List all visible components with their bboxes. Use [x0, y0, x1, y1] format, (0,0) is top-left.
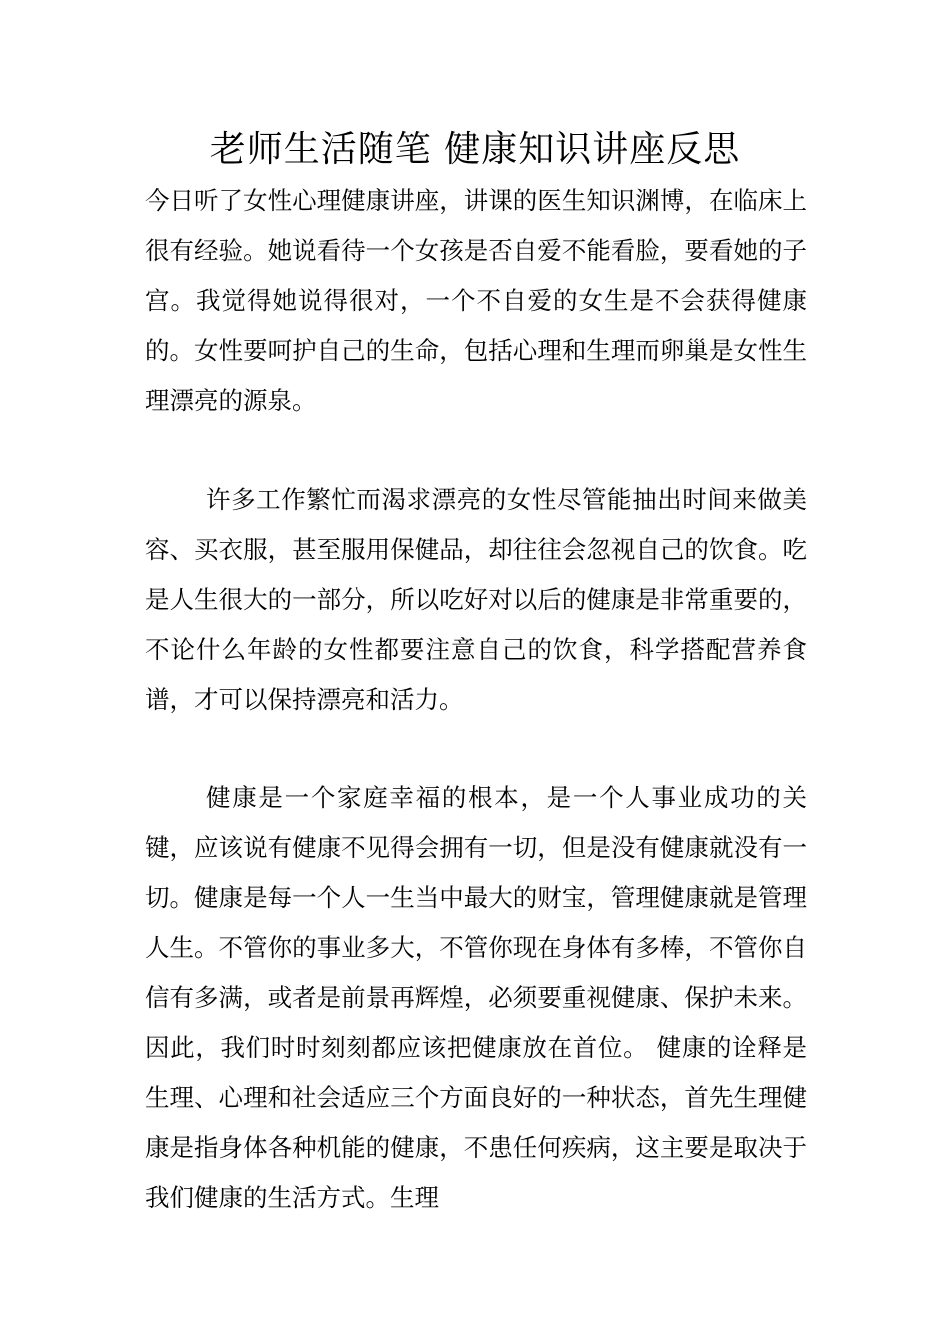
paragraph-2: 许多工作繁忙而渴求漂亮的女性尽管能抽出时间来做美容、买衣服，甚至服用保健品，却往往会忽视自己的饮食。吃是人生很大的一部分，所以吃好对以后的健康是非常重要的，不论什么年龄的女性都要注意自己的饮食，科学搭配营养食谱，才可以保持漂亮和活力。	[145, 485, 807, 714]
paragraph-1: 今日听了女性心理健康讲座，讲课的医生知识渊博，在临床上很有经验。她说看待一个女孩是否自爱不能看脸，要看她的子宫。我觉得她说得很对，一个不自爱的女生是不会获得健康的。女性要呵护自己的生命，包括心理和生理而卵巢是女性生理漂亮的源泉。	[145, 186, 807, 415]
document-title: 老师生活随笔 健康知识讲座反思	[209, 129, 741, 170]
paragraph-3: 健康是一个家庭幸福的根本，是一个人事业成功的关键，应该说有健康不见得会拥有一切，但是没有健康就没有一切。健康是每一个人一生当中最大的财宝，管理健康就是管理人生。不管你的事业多大，不管你现在身体有多棒，不管你自信有多满，或者是前景再辉煌，必须要重视健康、保护未来。因此，我们时时刻刻都应该把健康放在首位。 健康的诠释是生理、心理和社会适应三个方面良好的一种状态，首先生理健康是指身体各种机能的健康，不患任何疾病，这主要是取决于我们健康的生活方式。生理	[145, 783, 807, 1212]
